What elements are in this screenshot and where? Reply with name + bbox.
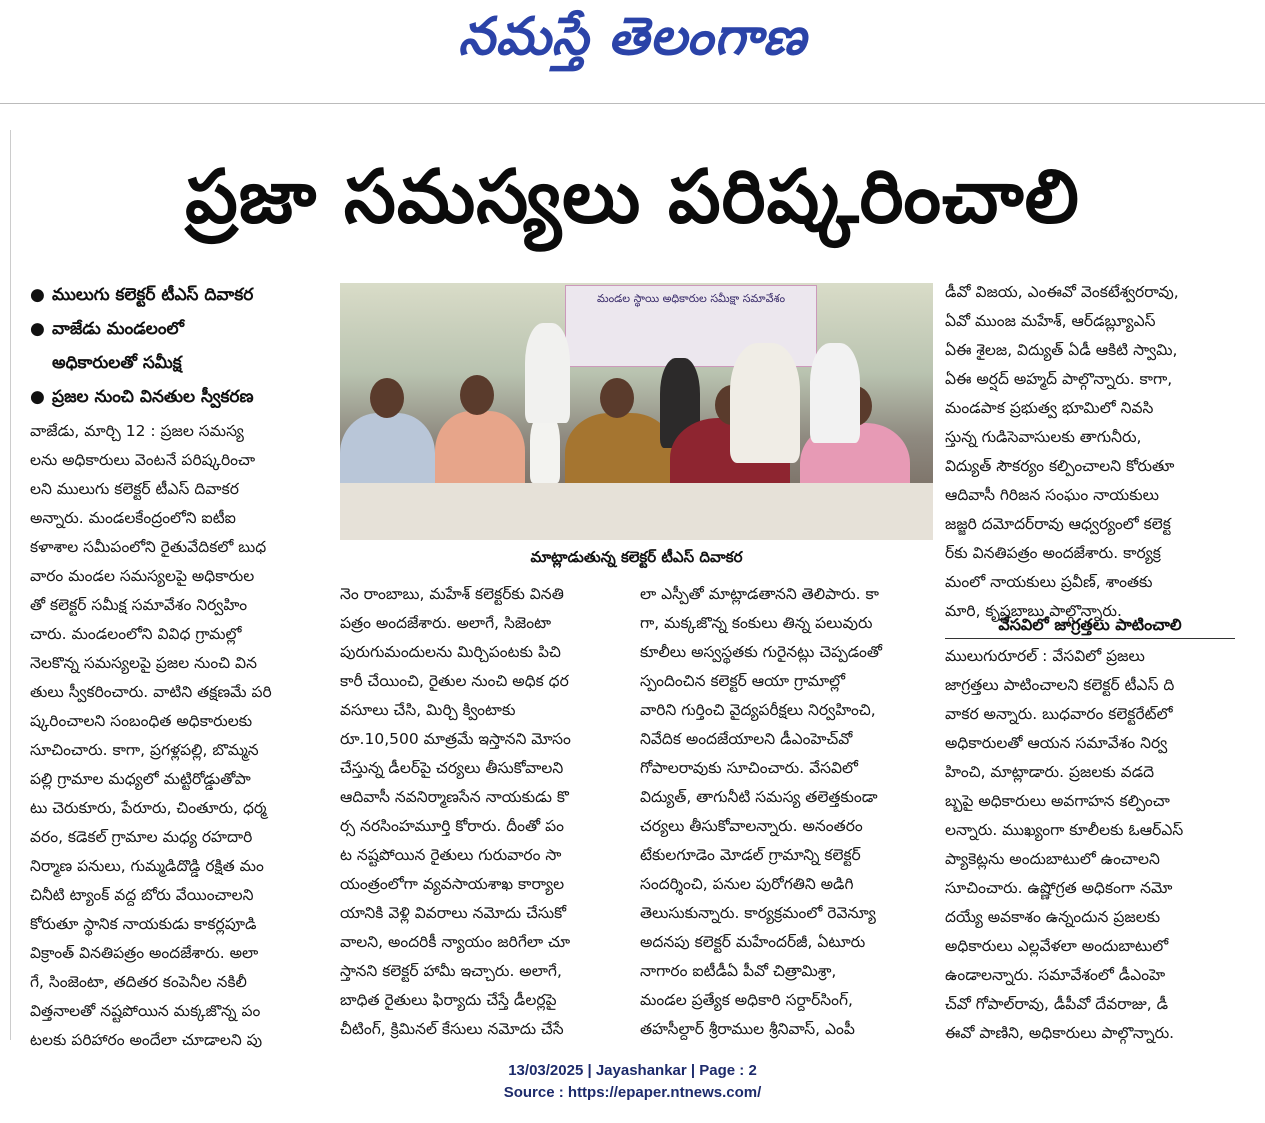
masthead-divider [0, 103, 1265, 104]
text-line: డీవో విజయ, ఎంఈవో వెంకటేశ్వరరావు, [945, 283, 1179, 301]
bullet-icon: ● [30, 319, 45, 339]
text-line: నాగారం ఐటీడీఏ పీవో చిత్రామిశ్రా, [640, 962, 837, 980]
bullet-icon: ● [30, 387, 45, 407]
text-line: స్తానని కలెక్టర్ హామీ ఇచ్చారు. అలాగే, [340, 962, 562, 980]
text-line: మండపాక ప్రభుత్వ భూమిలో నివసి [945, 399, 1154, 417]
text-line: అధికారులు ఎల్లవేళలా అందుబాటులో [945, 937, 1169, 955]
text-line: ష్కరించాలని సంబంధిత అధికారులకు [30, 712, 253, 730]
text-line: లని ములుగు కలెక్టర్ టీఎస్ దివాకర [30, 480, 239, 498]
footer-source: Source : https://epaper.ntnews.com/ [503, 1084, 762, 1101]
clip-border [10, 130, 11, 1040]
text-line: లను అధికారులు వెంటనే పరిష్కరించా [30, 451, 256, 469]
text-line: యానికి వెళ్లి వివరాలు నమోదు చేసుకో [340, 904, 567, 922]
text-line: నెం రాంబాబు, మహేశ్ కలెక్టర్‌కు వినతి [340, 585, 564, 603]
text-line: తో కలెక్టర్ సమీక్ష సమావేశం నిర్వహిం [30, 596, 248, 614]
highlight-bullets [30, 278, 330, 414]
banner-text: మండల స్థాయి అధికారుల సమీక్షా సమావేశం [596, 292, 786, 305]
person-figure [530, 413, 560, 483]
text-line: మంలో నాయకులు ప్రవీణ్, శాంతకు [945, 573, 1153, 591]
text-line: ర్స నరసింహమూర్తి కోరారు. దీంతో పం [340, 817, 564, 835]
bullet-item: ● వాజేడు మండలంలో [30, 312, 330, 346]
text-line: బ్బపై అధికారులు అవగాహన కల్పించా [945, 792, 1170, 810]
text-line: విద్యుత్, తాగునీటి సమస్య తలెత్తకుండా [640, 788, 878, 806]
text-line: గా, మక్కజొన్న కంకులు తిన్న పలువురు [640, 614, 873, 632]
text-line: దయ్యే అవకాశం ఉన్నందున ప్రజలకు [945, 908, 1161, 926]
text-line: టలకు పరిహారం అందేలా చూడాలని పు [30, 1031, 263, 1049]
text-line: లా ఎస్పీతో మాట్లాడతానని తెలిపారు. కా [640, 585, 879, 603]
text-line: స్తున్న గుడిసెవాసులకు తాగునీరు, [945, 428, 1142, 446]
person-figure [730, 343, 800, 463]
text-line: ఉండాలన్నారు. సమావేశంలో డీఎంహె [945, 966, 1166, 984]
text-line: లన్నారు. ముఖ్యంగా కూలీలకు ఓఆర్‌ఎస్ [945, 821, 1184, 839]
text-line: అదనపు కలెక్టర్ మహేందర్‌జీ, ఏటూరు [640, 933, 866, 951]
news-photo [340, 283, 933, 540]
text-line: గే, సింజెంటా, తదితర కంపెనీల నకిలీ [30, 973, 247, 991]
text-line: చినీటి ట్యాంక్ వద్ద బోరు వేయించాలని [30, 886, 254, 904]
text-line: చ్‌వో గోపాల్‌రావు, డీపీవో దేవరాజు, డీ [945, 995, 1169, 1013]
text-line: జజ్జరి దమోదర్‌రావు ఆధ్వర్యంలో కలెక్ట [945, 515, 1171, 533]
article-headline: ప్రజా సమస్యలు పరిష్కరించాలి [185, 154, 1080, 240]
text-line: అధికారులతో ఆయన సమావేశం నిర్వ [945, 734, 1168, 752]
text-line: చారు. మండలంలోని వివిధ గ్రామల్లో [30, 625, 242, 643]
text-line: ఆదివాసీ గిరిజన సంఘం నాయకులు [945, 486, 1160, 504]
text-line: కోరుతూ స్థానిక నాయకుడు కాకర్లపూడి [30, 915, 257, 933]
photo-caption: మాట్లాడుతున్న కలెక్టర్ టీఎస్ దివాకర [340, 543, 933, 571]
text-line: ఏఈ శైలజ, విద్యుత్ ఏడీ ఆకిటి స్వామి, [945, 341, 1178, 359]
text-line: రూ.10,500 మాత్రమే ఇస్తానని మోసం [340, 730, 571, 748]
text-line: ములుగురూరల్ : వేసవిలో ప్రజలు [945, 647, 1145, 665]
text-line: చీటింగ్, క్రిమినల్ కేసులు నమోదు చేసే [340, 1020, 564, 1038]
article-column-3 [640, 580, 930, 1044]
text-line: నెలకొన్న సమస్యలపై ప్రజల నుంచి విన [30, 654, 257, 672]
text-line: కూలీలు అస్వస్థతకు గురైనట్లు చెప్పడంతో [640, 643, 882, 661]
text-line: పల్లి గ్రామాల మధ్యలో మట్టిరోడ్డుతోపా [30, 770, 251, 788]
text-line: పత్రం అందజేశారు. అలాగే, సిజెంటా [340, 614, 552, 632]
text-line: చేస్తున్న డీలర్‌పై చర్యలు తీసుకోవాలని [340, 759, 564, 777]
text-line: జాగ్రత్తలు పాటించాలని కలెక్టర్ టీఎస్ ది [945, 676, 1175, 694]
bullet-icon: ● [30, 285, 45, 305]
text-line: హించి, మాట్లాడారు. ప్రజలకు వడదె [945, 763, 1155, 781]
text-line: ర్‌కు వినతిపత్రం అందజేశారు. కార్యక్ర [945, 544, 1161, 562]
text-line: విత్తనాలతో నష్టపోయిన మక్కజొన్న పం [30, 1002, 261, 1020]
article-subheading: వేసవిలో జాగ్రత్తలు పాటించాలి [945, 612, 1235, 639]
text-line: వాజేడు, మార్చి 12 : ప్రజల సమస్య [30, 422, 244, 440]
bullet-item: ● ములుగు కలెక్టర్ టీఎస్ దివాకర [30, 278, 330, 312]
text-line: అన్నారు. మండలకేంద్రంలోని ఐటీఐ [30, 509, 236, 527]
person-head [370, 378, 404, 418]
person-figure [810, 343, 860, 443]
newspaper-logo: నమస్తే తెలంగాణ [458, 6, 807, 67]
text-line: తహసీల్దార్ శ్రీరాముల శ్రీనివాస్, ఎంపీ [640, 1020, 855, 1038]
text-line: వారం మండల సమస్యలపై అధికారుల [30, 567, 255, 585]
text-line: కారీ చేయించి, రైతుల నుంచి అధిక ధర [340, 672, 569, 690]
text-line: నిర్మాణ పనులు, గుమ్మడిదొడ్డి రక్షిత మం [30, 857, 264, 875]
text-line: టు చెరుకూరు, పేరూరు, చింతూరు, ధర్మ [30, 799, 267, 817]
person-head [600, 378, 634, 418]
text-line: ఏఈ అర్షద్ అహ్మద్ పాల్గొన్నారు. కాగా, [945, 370, 1173, 388]
text-line: సందర్శించి, పనుల పురోగతిని అడిగి [640, 875, 854, 893]
article-column-1 [30, 417, 330, 1055]
text-line: సూచించారు. కాగా, ప్రగళ్లపల్లి, బొమ్మన [30, 741, 259, 759]
text-line: వారిని గుర్తించి వైద్యపరీక్షలు నిర్వహించి, [640, 701, 876, 719]
text-line: కళాశాల సమీపంలోని రైతువేదికలో బుధ [30, 538, 267, 556]
person-head [460, 375, 494, 415]
article-column-4 [945, 278, 1235, 626]
article-column-4-continued [945, 642, 1235, 1048]
footer-date-edition: 13/03/2025 | Jayashankar | Page : 2 [508, 1062, 757, 1079]
text-line: వాకర అన్నారు. బుధవారం కలెక్టరేట్‌లో [945, 705, 1173, 723]
text-line: వరం, కడెకల్ గ్రామాల మధ్య రహదారి [30, 828, 253, 846]
text-line: వసూలు చేసి, మిర్చి క్వింటాకు [340, 701, 516, 719]
person-figure [525, 323, 570, 423]
text-line: మారి, కృష్ణబాబు పాల్గొన్నారు. [945, 602, 1122, 620]
page-footer [0, 1060, 1265, 1104]
text-line: మండల ప్రత్యేక అధికారి సర్దార్‌సింగ్, [640, 991, 853, 1009]
text-line: టేకులగూడెం మోడల్ గ్రామాన్ని కలెక్టర్ [640, 846, 861, 864]
bullet-item: అధికారులతో సమీక్ష [52, 353, 182, 373]
text-line: గోపాలరావుకు సూచించారు. వేసవిలో [640, 759, 858, 777]
text-line: ఆదివాసీ నవనిర్మాణసేన నాయకుడు కొ [340, 788, 569, 806]
masthead [0, 0, 1265, 100]
text-line: యంత్రంలోగా వ్యవసాయశాఖ కార్యాల [340, 875, 565, 893]
text-line: స్పందించిన కలెక్టర్ ఆయా గ్రామాల్లో [640, 672, 846, 690]
text-line: ఏవో ముంజ మహేశ్, ఆర్‌డబ్ల్యూఎస్ [945, 312, 1156, 330]
text-line: సూచించారు. ఉష్ణోగ్రత అధికంగా నమో [945, 879, 1173, 897]
text-line: బాధిత రైతులు ఫిర్యాదు చేస్తే డీలర్లపై [340, 991, 557, 1009]
text-line: ఈవో పాణిని, అధికారులు పాల్గొన్నారు. [945, 1024, 1175, 1042]
bullet-item: ● ప్రజల నుంచి వినతుల స్వీకరణ [30, 380, 330, 414]
text-line: విద్యుత్ సౌకర్యం కల్పించాలని కోరుతూ [945, 457, 1175, 475]
meeting-table [340, 483, 933, 540]
text-line: నివేదిక అందజేయాలని డీఎంహెచ్‌వో [640, 730, 853, 748]
text-line: పురుగుమందులను మిర్చిపంటకు పిచి [340, 643, 561, 661]
text-line: తెలుసుకున్నారు. కార్యక్రమంలో రెవెన్యూ [640, 904, 876, 922]
text-line: వాలని, అందరికీ న్యాయం జరిగేలా చూ [340, 933, 571, 951]
text-line: తులు స్వీకరించారు. వాటిని తక్షణమే పరి [30, 683, 272, 701]
text-line: విక్రాంత్ వినతిపత్రం అందజేశారు. అలా [30, 944, 259, 962]
article-column-2 [340, 580, 630, 1044]
text-line: చర్యలు తీసుకోవాలన్నారు. అనంతరం [640, 817, 863, 835]
text-line: ట నష్టపోయిన రైతులు గురువారం సా [340, 846, 562, 864]
text-line: ప్యాకెట్లను అందుబాటులో ఉంచాలని [945, 850, 1160, 868]
